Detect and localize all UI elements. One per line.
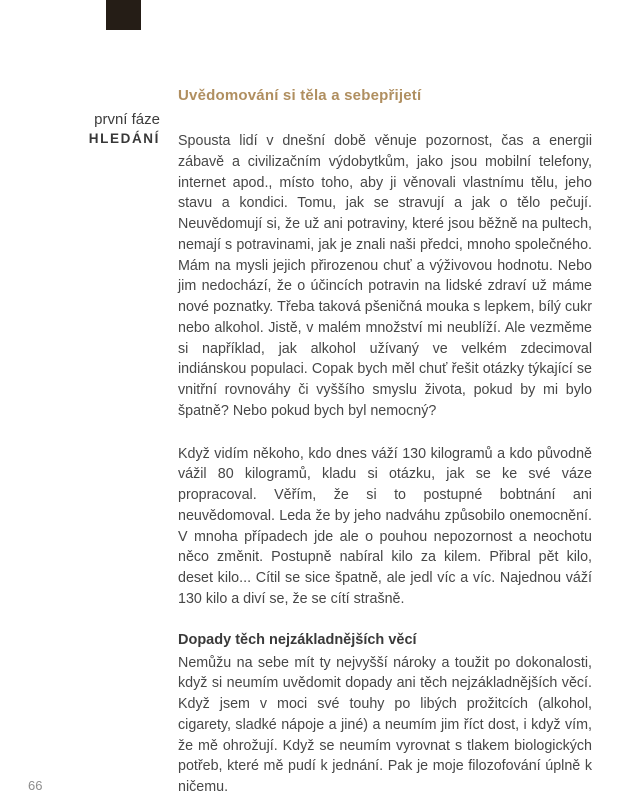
subheading: Dopady těch nejzákladnějších věcí [178, 631, 417, 648]
section-title: Uvědomování si těla a sebepřijetí [178, 87, 422, 104]
page-number: 66 [28, 778, 43, 793]
phase-label-block [18, 111, 160, 146]
body-paragraph: Spousta lidí v dnešní době věnuje pozornost, čas a energii zábavě a civilizačním výdobytkům, jako jsou mobilní telefony, internet apod., místo toho, aby ji věnovali vlastnímu tělu, jeho stavu a kondici. Tomu, jak se stravují a jak o tělo pečují. Neuvědomují si, že už ani potraviny, které jsou běžně na pultech, nemají s potravinami, jak je znali naši předci, mnoho společného. Mám na mysli jejich přirozenou chuť a výživovou hodnotu. Nebo jim nedochází, že o účincích potravin na lidské zdraví už máme nové poznatky. Třeba taková pšeničná mouka s lepkem, bílý cukr nebo alkohol. Jistě, v malém množství mi neublíží. Ale vezměme si například, jak alkohol užívaný ve velkém zdecimoval indiánskou populaci. Copak bych měl chuť řešit otázky týkající se vnitřní rovnováhy či vyššího smyslu života, pokud by mi bylo špatně? Nebo pokud bych byl nemocný? [178, 133, 592, 419]
body-paragraph: Když vidím někoho, kdo dnes váží 130 kilogramů a kdo původně vážil 80 kilogramů, kladu si otázku, jak se ke své váze propracoval. Věřím, že si to postupné bobtnání ani neuvědomoval. Leda že by jeho nadváhu způsobilo onemocnění. V mnoha případech jde ale o pouhou nepozornost a neochotu něco změnit. Postupně nabíral kilo za kilem. Přibral pět kilo, deset kilo... Cítil se sice špatně, ale jedl víc a víc. Najednou váží 130 kilo a diví se, že se cítí strašně. [178, 445, 592, 607]
main-text-column [178, 87, 592, 798]
body-paragraph: Nemůžu na sebe mít ty nejvyšší nároky a toužit po dokonalosti, když si neumím uvědomit dopady ani těch nejzákladnějších věcí. Když jsem v moci své touhy po libých prožitcích (alkohol, cigarety, sladké nápoje a jiné) a neumím jim říct dost, i když vím, že mě ohrožují. Když se neumím vyrovnat s tlakem biologických potřeb, které mě pudí k jednání. Pak je moje filozofování úplně k ničemu. [178, 654, 592, 795]
phase-name: HLEDÁNÍ [88, 131, 160, 146]
chapter-corner-tab [106, 0, 141, 30]
phase-label: první fáze [94, 111, 160, 128]
